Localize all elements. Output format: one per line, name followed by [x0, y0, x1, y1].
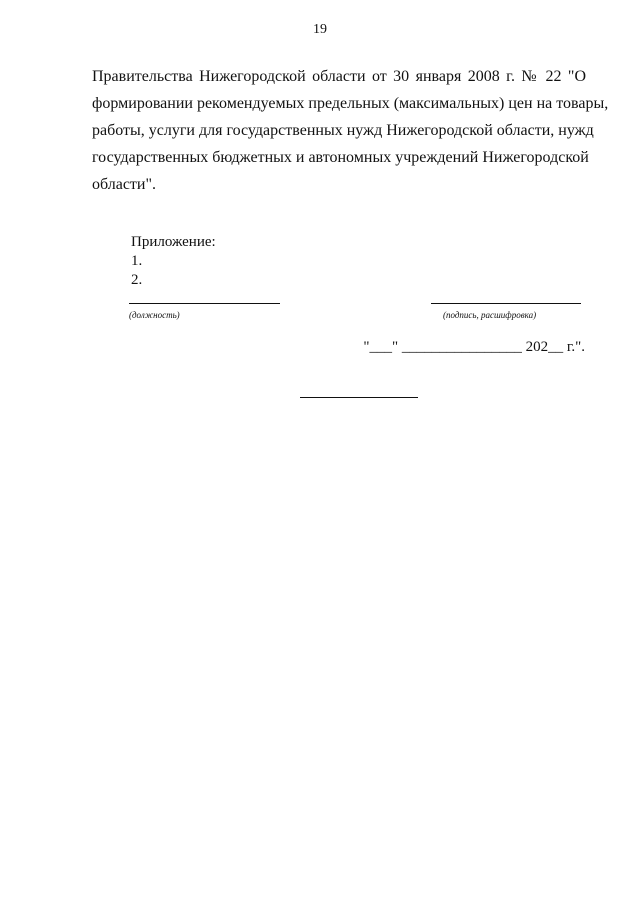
position-line — [129, 303, 280, 304]
date-line: "___" ________________ 202__ г.". — [363, 339, 585, 355]
appendix-item: 2. — [131, 272, 143, 288]
position-caption: (должность) — [129, 310, 180, 320]
page-number: 19 — [313, 22, 327, 37]
appendix-block — [131, 233, 216, 290]
paragraph-line: области". — [92, 176, 157, 193]
appendix-title: Приложение: — [131, 234, 216, 250]
appendix-item: 1. — [131, 253, 143, 269]
paragraph-line: формировании рекомендуемых предельных (максимальных) цен на товары, — [92, 95, 609, 112]
paragraph-line: Правительства Нижегородской области от 30 января 2008 г. № 22 "О — [92, 68, 586, 85]
body-paragraph — [92, 63, 609, 198]
signature-line — [431, 303, 581, 304]
signature-caption: (подпись, расшифровка) — [443, 310, 537, 320]
paragraph-line: государственных бюджетных и автономных учреждений Нижегородской — [92, 149, 589, 166]
paragraph-line: работы, услуги для государственных нужд Нижегородской области, нужд — [92, 122, 594, 139]
end-rule — [300, 397, 418, 398]
